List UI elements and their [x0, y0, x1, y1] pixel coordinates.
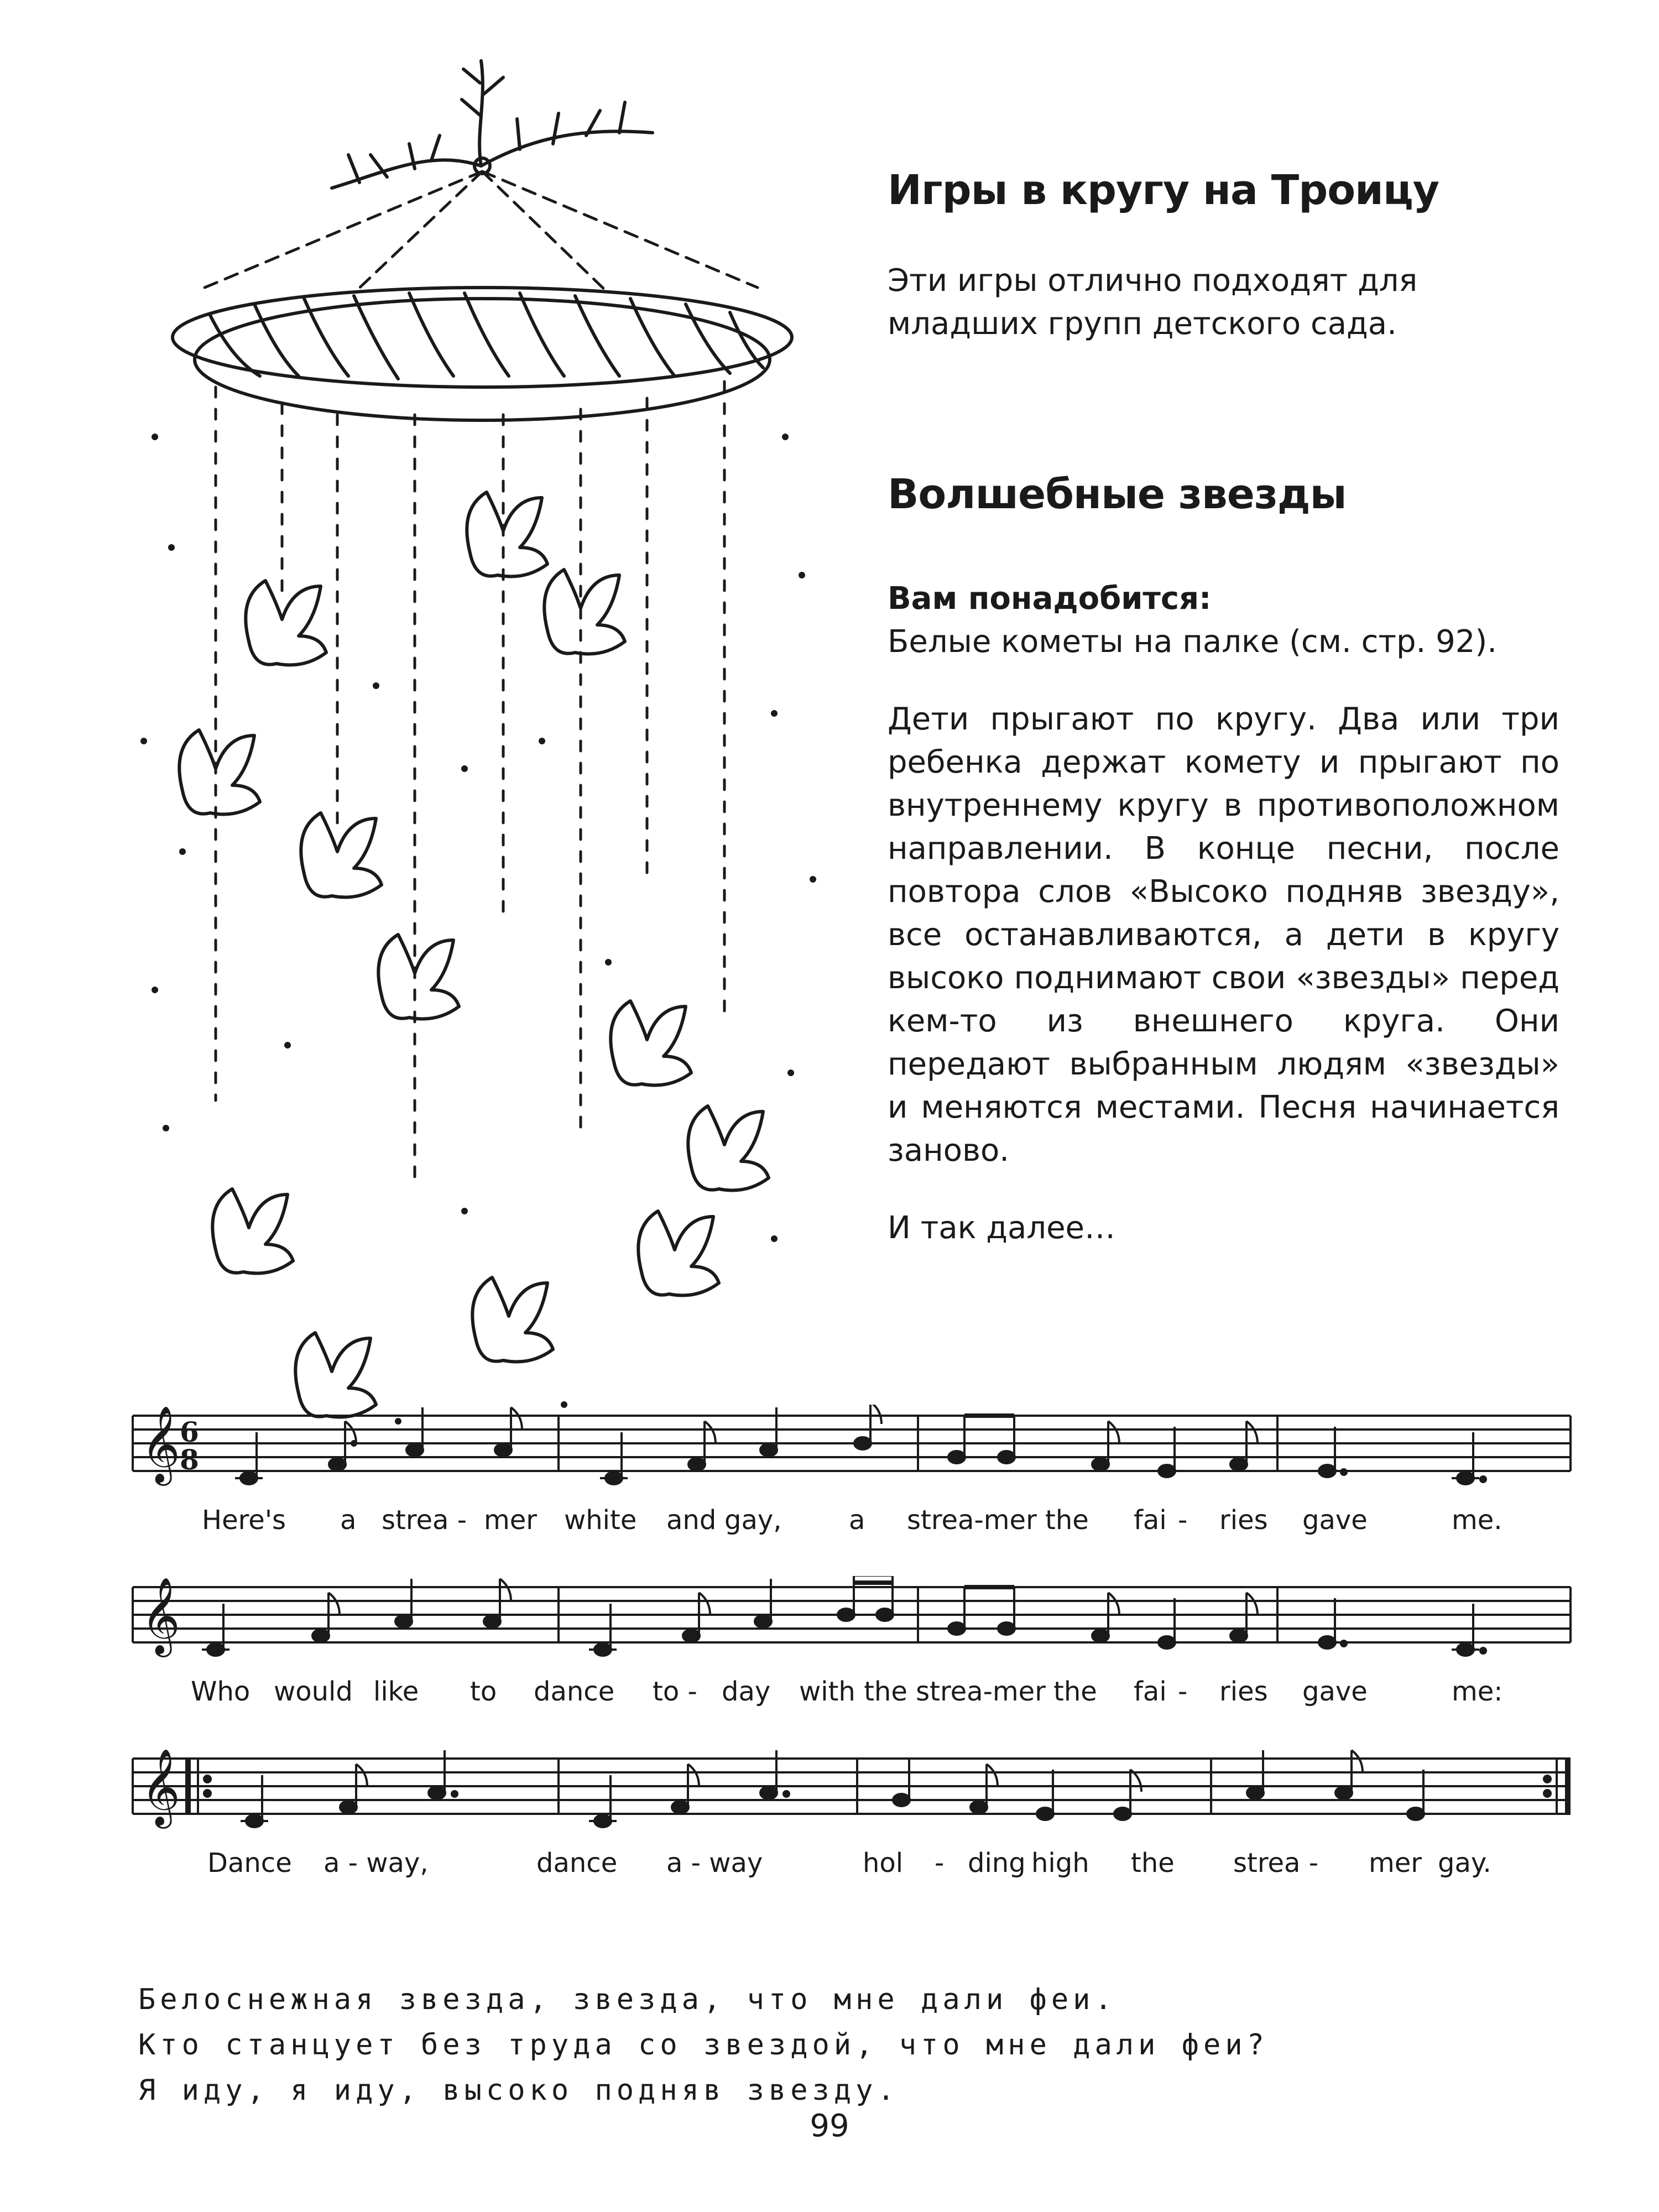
lyric-word: gay. [1438, 1848, 1491, 1879]
lyric-word: to - [653, 1676, 697, 1707]
lyric-word: Dance [207, 1848, 292, 1879]
lyric-word: the [1045, 1505, 1089, 1536]
lyric-word: gave [1302, 1505, 1368, 1536]
lyric-word: dance [534, 1676, 615, 1707]
notes [188, 1750, 1551, 1827]
lyric-word: strea - [382, 1505, 467, 1536]
etc-text: И так далее… [888, 1209, 1115, 1246]
lyric-word: ries [1219, 1676, 1268, 1707]
needs-label: Вам понадобится: [888, 580, 1212, 617]
lyric-word: strea - [1233, 1848, 1319, 1879]
suspension-threads [205, 171, 758, 293]
lyric-word: with the strea-mer [799, 1676, 1046, 1707]
wreath [173, 288, 792, 420]
lyric-word: a [340, 1505, 357, 1536]
lyric-word: gay, [724, 1505, 782, 1536]
needs-text: Белые кометы на палке (см. стр. 92). [888, 623, 1498, 660]
lyric-word: Here's [202, 1505, 286, 1536]
lyric-word: would [274, 1676, 353, 1707]
time-signature-bottom: 8 [180, 1443, 199, 1476]
russian-verse [138, 1977, 1604, 2113]
branch-icon [332, 61, 653, 188]
lyric-word: fai [1134, 1676, 1167, 1707]
game-title: Волшебные звезды [888, 470, 1347, 518]
lyric-word: me: [1452, 1676, 1503, 1707]
verse-line: Кто станцует без труда со звездой, что мне дали феи? [138, 2028, 1269, 2062]
lyrics-line-1 [202, 1505, 1503, 1536]
lyric-word: to [470, 1676, 497, 1707]
lyric-word: ries [1219, 1505, 1268, 1536]
lyric-word: - [935, 1848, 945, 1879]
lyric-word: hol [863, 1848, 904, 1879]
lyric-word: mer [484, 1505, 538, 1536]
lyric-word: and [666, 1505, 717, 1536]
treble-clef-icon: 𝄞 [141, 1577, 180, 1654]
lyric-word: ding [968, 1848, 1026, 1879]
lyric-word: a [849, 1505, 865, 1536]
verse-line: Я иду, я иду, высоко подняв звезду. [138, 2074, 899, 2107]
lyric-word: white [564, 1505, 637, 1536]
lyric-word: the [1053, 1676, 1097, 1707]
dove-icons [179, 492, 769, 1417]
lyrics-line-2 [191, 1676, 1503, 1707]
lyric-word: dance [536, 1848, 618, 1879]
lyric-word: Who [191, 1676, 251, 1707]
lyric-word: - [1178, 1676, 1188, 1707]
hanging-strings [216, 382, 724, 1189]
mobile-illustration [122, 50, 841, 1465]
lyric-word: a - way, [324, 1848, 429, 1879]
time-signature-top: 6 [180, 1416, 199, 1448]
lyrics-line-3 [207, 1848, 1491, 1879]
page-title: Игры в кругу на Троицу [888, 166, 1439, 214]
lyric-word: a - way [666, 1848, 763, 1879]
lyric-word: strea-mer [907, 1505, 1037, 1536]
lyric-word: - [1178, 1505, 1188, 1536]
lyric-word: high [1031, 1848, 1089, 1879]
lyric-word: day [722, 1676, 771, 1707]
treble-clef-icon: 𝄞 [141, 1749, 180, 1825]
text-column [888, 166, 1559, 1250]
treble-clef-icon: 𝄞 [141, 1406, 180, 1483]
intro-paragraph: Эти игры отлично подходят для младших групп детского сада. [888, 262, 1418, 342]
game-description: Дети прыгают по кругу. Два или три ребенка держат комету и прыгают по внутреннему кругу в противоположном направлении. В конце песни, после повтора слов «Высоко подняв звезду», все останавливаются, а дети в кругу высоко поднимают свои «звезды» перед кем-то из внешнего круга. Они передают выбранным людям «звезды» и меняются местами. Песня начинается заново. [888, 701, 1559, 1168]
page-number: 99 [810, 2108, 849, 2144]
music-staff-3 [127, 1747, 1576, 1913]
lyric-word: mer [1369, 1848, 1422, 1879]
music-staff-1 [127, 1405, 1576, 1571]
sparkle-dots [140, 434, 816, 1447]
lyric-word: fai [1134, 1505, 1167, 1536]
lyric-word: me. [1452, 1505, 1503, 1536]
lyric-word: like [373, 1676, 419, 1707]
lyric-word: gave [1302, 1676, 1368, 1707]
verse-line: Белоснежная звезда, звезда, что мне дали феи. [138, 1983, 1117, 2016]
lyric-word: the [1131, 1848, 1175, 1879]
music-staff-2 [127, 1576, 1576, 1742]
